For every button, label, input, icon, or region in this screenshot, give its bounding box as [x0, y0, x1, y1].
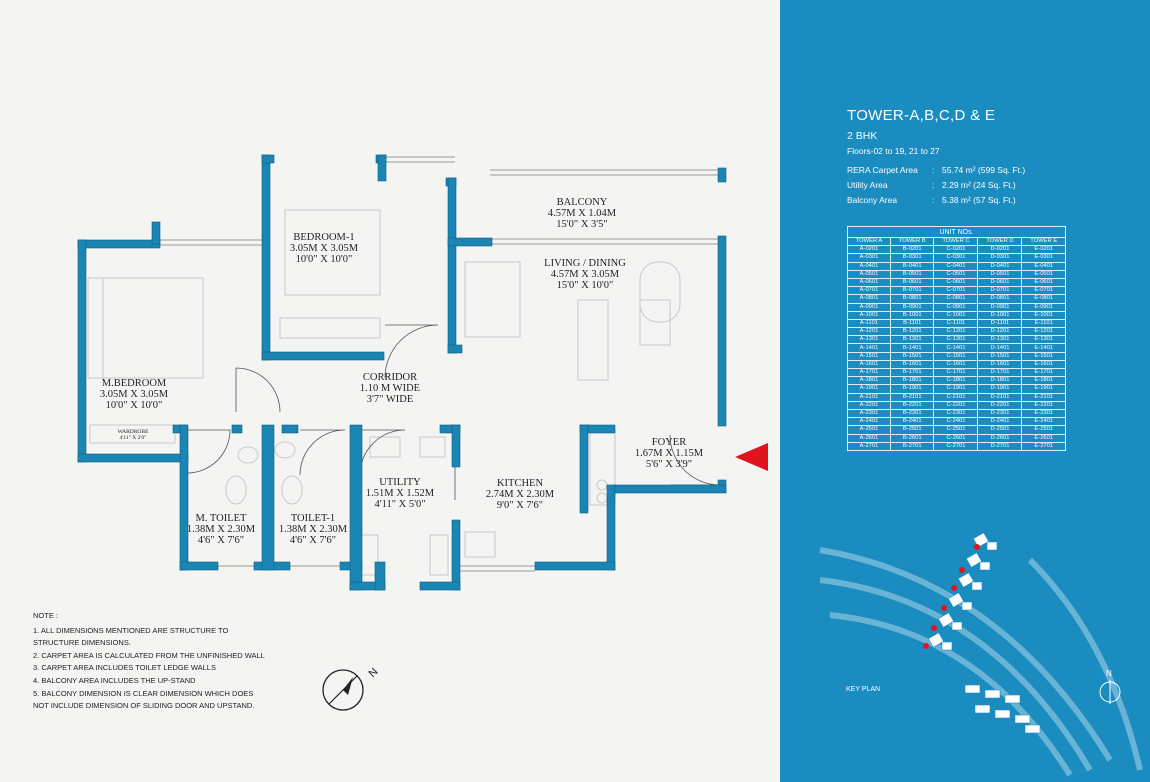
area-label: RERA Carpet Area — [847, 165, 918, 175]
unit-cell: A-2401 — [848, 418, 891, 426]
unit-cell: B-2101 — [891, 393, 934, 401]
key-plan-north-label: N — [1106, 669, 1112, 678]
bed-headboard — [88, 278, 103, 378]
unit-cell: D-2701 — [978, 442, 1022, 450]
foyer-dim-m: 1.67M X 1.15M — [634, 448, 704, 459]
bedroom1-name: BEDROOM-1 — [293, 232, 355, 243]
unit-cell: B-2701 — [891, 442, 934, 450]
unit-cell: B-0801 — [891, 295, 934, 303]
unit-cell: B-1901 — [891, 385, 934, 393]
unit-cell: C-2401 — [934, 418, 978, 426]
unit-cell: D-2201 — [978, 401, 1022, 409]
living-dim-m: 4.57M X 3.05M — [550, 269, 620, 280]
utility-sink — [370, 437, 400, 457]
corridor-dim-ft: 3'7" WIDE — [366, 394, 414, 405]
north-label: N — [366, 665, 381, 680]
unit-cell: E-0301 — [1022, 254, 1066, 262]
unit-cell: C-1501 — [934, 352, 978, 360]
units-header-row — [848, 238, 1066, 246]
area-row: Balcony Area : 5.38 m² (57 Sq. Ft.) — [847, 195, 1025, 210]
mtoilet-name: M. TOILET — [195, 513, 247, 524]
unit-cell: C-1201 — [934, 328, 978, 336]
unit-cell: A-2201 — [848, 401, 891, 409]
units-row — [848, 287, 1066, 295]
toilet1-name: TOILET-1 — [290, 513, 336, 524]
unit-cell: D-1101 — [978, 319, 1022, 327]
svg-text:10'0" X 10'0" — [106, 400, 163, 411]
key-plan-label: KEY PLAN — [846, 686, 881, 693]
unit-cell: D-2401 — [978, 418, 1022, 426]
unit-cell: C-2201 — [934, 401, 978, 409]
unit-numbers-table — [847, 226, 1066, 451]
unit-cell: C-0301 — [934, 254, 978, 262]
unit-cell: B-1201 — [891, 328, 934, 336]
units-row — [848, 336, 1066, 344]
unit-cell: E-1301 — [1022, 336, 1066, 344]
area-value: 55.74 m² (599 Sq. Ft.) — [942, 165, 1026, 175]
sink — [465, 532, 495, 557]
corridor-name: CORRIDOR — [362, 372, 418, 383]
note-line: 2. CARPET AREA IS CALCULATED FROM THE UNFINISHED WALL — [33, 650, 265, 660]
corridor-dim-m: 1.10 M WIDE — [359, 383, 421, 394]
unit-cell: E-2701 — [1022, 442, 1066, 450]
unit-cell: C-1801 — [934, 377, 978, 385]
bed — [88, 278, 203, 378]
unit-cell: D-1201 — [978, 328, 1022, 336]
unit-cell: D-2601 — [978, 434, 1022, 442]
unit-cell: C-0401 — [934, 262, 978, 270]
unit-cell: B-1301 — [891, 336, 934, 344]
foyer-name: FOYER — [651, 437, 687, 448]
unit-cell: E-1501 — [1022, 352, 1066, 360]
entry-arrow — [735, 443, 768, 471]
mtoilet-dim-ft: 4'6" X 7'6" — [197, 535, 245, 546]
unit-cell: D-1801 — [978, 377, 1022, 385]
unit-cell: B-2301 — [891, 409, 934, 417]
units-row — [848, 295, 1066, 303]
svg-text:M.BEDROOM — [102, 378, 167, 389]
unit-cell: E-2501 — [1022, 426, 1066, 434]
unit-type: 2 BHK — [847, 130, 878, 142]
units-header-cell: TOWER C — [934, 238, 978, 246]
unit-cell: E-0701 — [1022, 287, 1066, 295]
kitchen-dim-m: 2.74M X 2.30M — [485, 489, 555, 500]
unit-cell: B-1401 — [891, 344, 934, 352]
key-plan — [780, 520, 1150, 782]
svg-text:5'6" X 3'9" — [646, 459, 692, 470]
unit-cell: A-1101 — [848, 319, 891, 327]
unit-cell: C-0601 — [934, 278, 978, 286]
unit-cell: E-1101 — [1022, 319, 1066, 327]
utility-dim-ft: 4'11" X 5'0" — [374, 499, 426, 510]
units-row — [848, 303, 1066, 311]
note-line: 5. BALCONY DIMENSION IS CLEAR DIMENSION WHICH DOES — [33, 688, 254, 698]
unit-cell: C-2501 — [934, 426, 978, 434]
unit-cell: A-1201 — [848, 328, 891, 336]
unit-cell: A-2601 — [848, 434, 891, 442]
svg-text:1.67M X 1.15M — [635, 448, 704, 459]
floors-range: Floors-02 to 19, 21 to 27 — [847, 146, 940, 156]
svg-text:4'11" X 2'0" — [120, 435, 147, 441]
dining-table — [640, 262, 680, 322]
unit-cell: A-1301 — [848, 336, 891, 344]
unit-cell: D-1601 — [978, 360, 1022, 368]
info-panel — [780, 0, 1150, 782]
units-row — [848, 254, 1066, 262]
unit-cell: B-2601 — [891, 434, 934, 442]
svg-text:CORRIDOR — [363, 372, 417, 383]
svg-text:1.38M X 2.30M — [187, 524, 256, 535]
note-line: 3. CARPET AREA INCLUDES TOILET LEDGE WALLS — [33, 663, 216, 673]
unit-cell: B-1101 — [891, 319, 934, 327]
unit-cell: C-0901 — [934, 303, 978, 311]
wardrobe-b1 — [280, 318, 380, 338]
units-row — [848, 385, 1066, 393]
wardrobe-dim: 4'11" X 2'0" — [119, 435, 147, 441]
unit-cell: A-2701 — [848, 442, 891, 450]
units-row — [848, 360, 1066, 368]
unit-cell: A-1401 — [848, 344, 891, 352]
unit-cell: C-0501 — [934, 270, 978, 278]
living-dim-ft: 15'0" X 10'0" — [556, 280, 614, 291]
unit-cell: C-1601 — [934, 360, 978, 368]
unit-cell: A-2101 — [848, 393, 891, 401]
unit-cell: D-1501 — [978, 352, 1022, 360]
units-row — [848, 369, 1066, 377]
svg-text:BALCONY — [557, 197, 608, 208]
coffee-table — [640, 300, 670, 345]
utility-washer — [420, 437, 445, 457]
unit-cell: B-1601 — [891, 360, 934, 368]
unit-cell: C-1701 — [934, 369, 978, 377]
units-row — [848, 418, 1066, 426]
mtoilet-dim-m: 1.38M X 2.30M — [186, 524, 256, 535]
note-line: STRUCTURE DIMENSIONS. — [33, 638, 131, 648]
unit-cell: E-2101 — [1022, 393, 1066, 401]
unit-cell: C-1301 — [934, 336, 978, 344]
units-header-cell: TOWER E — [1022, 238, 1066, 246]
unit-cell: D-0201 — [978, 246, 1022, 254]
living-name: LIVING / DINING — [544, 258, 626, 269]
unit-cell: D-0901 — [978, 303, 1022, 311]
area-label: Utility Area — [847, 180, 888, 190]
unit-cell: D-0401 — [978, 262, 1022, 270]
unit-cell: A-0601 — [848, 278, 891, 286]
units-row — [848, 311, 1066, 319]
toilet1-basin — [275, 442, 295, 458]
foyer-dim-ft: 5'6" X 3'9" — [645, 459, 693, 470]
units-row — [848, 319, 1066, 327]
balcony-dim-ft: 15'0" X 3'5" — [556, 219, 608, 230]
svg-text:BEDROOM-1 — [293, 232, 354, 243]
notes-block — [33, 610, 333, 713]
unit-cell: D-1701 — [978, 369, 1022, 377]
bedroom1-dim-ft: 10'0" X 10'0" — [295, 254, 353, 265]
unit-cell: E-1201 — [1022, 328, 1066, 336]
unit-cell: A-2501 — [848, 426, 891, 434]
note-line: 4. BALCONY AREA INCLUDES THE UP-STAND — [33, 675, 196, 685]
area-value: 2.29 m² (24 Sq. Ft.) — [942, 180, 1016, 190]
units-row — [848, 344, 1066, 352]
unit-cell: A-1001 — [848, 311, 891, 319]
unit-cell: A-2301 — [848, 409, 891, 417]
unit-cell: B-0501 — [891, 270, 934, 278]
units-header-cell: TOWER B — [891, 238, 934, 246]
units-row — [848, 262, 1066, 270]
units-row — [848, 409, 1066, 417]
key-plan-buildings — [928, 533, 1040, 733]
unit-cell: B-1801 — [891, 377, 934, 385]
unit-cell: C-2101 — [934, 393, 978, 401]
unit-cell: B-0701 — [891, 287, 934, 295]
units-row — [848, 401, 1066, 409]
unit-cell: D-2501 — [978, 426, 1022, 434]
unit-cell: E-0801 — [1022, 295, 1066, 303]
unit-cell: B-2201 — [891, 401, 934, 409]
units-row — [848, 393, 1066, 401]
units-row — [848, 270, 1066, 278]
kitchen-name: KITCHEN — [496, 478, 544, 489]
unit-cell: A-1801 — [848, 377, 891, 385]
toilet1-wc — [282, 476, 302, 504]
unit-cell: D-1901 — [978, 385, 1022, 393]
unit-cell: A-1701 — [848, 369, 891, 377]
north-compass-icon — [320, 665, 390, 715]
unit-cell: A-0701 — [848, 287, 891, 295]
unit-cell: D-1001 — [978, 311, 1022, 319]
unit-cell: D-0601 — [978, 278, 1022, 286]
unit-cell: E-1601 — [1022, 360, 1066, 368]
svg-text:3.05M X 3.05M — [100, 389, 169, 400]
unit-cell: A-1901 — [848, 385, 891, 393]
unit-cell: E-1001 — [1022, 311, 1066, 319]
units-caption: UNIT NOs. — [848, 227, 1066, 238]
utility-name: UTILITY — [379, 477, 421, 488]
units-row — [848, 278, 1066, 286]
unit-cell: E-0601 — [1022, 278, 1066, 286]
units-header-cell: TOWER D — [978, 238, 1022, 246]
unit-cell: A-0201 — [848, 246, 891, 254]
unit-cell: D-0801 — [978, 295, 1022, 303]
toilet1-dim-m: 1.38M X 2.30M — [278, 524, 348, 535]
area-row: Utility Area : 2.29 m² (24 Sq. Ft.) — [847, 180, 1025, 195]
unit-cell: D-2101 — [978, 393, 1022, 401]
units-row — [848, 442, 1066, 450]
notes-title: NOTE : — [33, 611, 59, 620]
unit-cell: B-2401 — [891, 418, 934, 426]
unit-cell: E-1701 — [1022, 369, 1066, 377]
area-label: Balcony Area — [847, 195, 898, 205]
unit-cell: A-1601 — [848, 360, 891, 368]
unit-cell: A-1501 — [848, 352, 891, 360]
window-layer — [160, 157, 718, 571]
unit-cell: B-2501 — [891, 426, 934, 434]
unit-cell: E-2301 — [1022, 409, 1066, 417]
note-line: NOT INCLUDE DIMENSION OF SLIDING DOOR AND UPSTAND. — [33, 701, 255, 711]
dining-chairs — [465, 262, 520, 337]
svg-text:4'6" X 7'6" — [290, 535, 336, 546]
unit-cell: C-1401 — [934, 344, 978, 352]
svg-text:9'0" X 7'6" — [497, 500, 543, 511]
unit-cell: E-1901 — [1022, 385, 1066, 393]
svg-text:15'0" X 3'5" — [556, 219, 607, 230]
unit-cell: D-1401 — [978, 344, 1022, 352]
unit-cell: D-0501 — [978, 270, 1022, 278]
unit-cell: A-0401 — [848, 262, 891, 270]
unit-cell: E-1401 — [1022, 344, 1066, 352]
unit-cell: E-0501 — [1022, 270, 1066, 278]
note-line: 1. ALL DIMENSIONS MENTIONED ARE STRUCTURE TO — [33, 625, 229, 635]
svg-text:2.74M X 2.30M — [486, 489, 555, 500]
unit-cell: E-2201 — [1022, 401, 1066, 409]
area-list — [847, 165, 1025, 210]
tower-title: TOWER-A,B,C,D & E — [847, 107, 996, 124]
balcony-dim-m: 4.57M X 1.04M — [547, 208, 617, 219]
svg-text:1.10 M WIDE — [360, 383, 420, 394]
unit-cell: D-2301 — [978, 409, 1022, 417]
svg-text:M. TOILET — [196, 513, 248, 524]
unit-cell: A-0801 — [848, 295, 891, 303]
unit-cell: A-0501 — [848, 270, 891, 278]
unit-cell: B-1701 — [891, 369, 934, 377]
unit-cell: C-0801 — [934, 295, 978, 303]
units-row — [848, 246, 1066, 254]
wardrobe-label: WARDROBE — [117, 429, 149, 435]
area-value: 5.38 m² (57 Sq. Ft.) — [942, 195, 1016, 205]
unit-cell: E-0201 — [1022, 246, 1066, 254]
unit-cell: C-1001 — [934, 311, 978, 319]
svg-text:10'0" X 10'0" — [296, 254, 353, 265]
svg-text:LIVING / DINING — [544, 258, 626, 269]
units-row — [848, 328, 1066, 336]
svg-text:1.38M X 2.30M — [279, 524, 348, 535]
shaft-2 — [430, 535, 448, 575]
svg-text:4.57M X 3.05M — [551, 269, 620, 280]
area-row: RERA Carpet Area : 55.74 m² (599 Sq. Ft.) — [847, 165, 1025, 180]
svg-text:FOYER — [652, 437, 686, 448]
toilet1-dim-ft: 4'6" X 7'6" — [289, 535, 337, 546]
unit-cell: E-0901 — [1022, 303, 1066, 311]
units-row — [848, 434, 1066, 442]
svg-text:TOILET-1 — [291, 513, 335, 524]
unit-cell: E-0401 — [1022, 262, 1066, 270]
svg-text:4'6" X 7'6" — [198, 535, 244, 546]
unit-cell: A-0901 — [848, 303, 891, 311]
unit-cell: C-2701 — [934, 442, 978, 450]
mtoilet-wc — [226, 476, 246, 504]
stove-1 — [597, 480, 607, 490]
svg-text:3'7" WIDE — [367, 394, 414, 405]
unit-cell: B-0401 — [891, 262, 934, 270]
mbedroom-name: M.BEDROOM — [101, 378, 167, 389]
unit-cell: C-2301 — [934, 409, 978, 417]
unit-cell: C-0201 — [934, 246, 978, 254]
svg-text:3.05M X 3.05M — [290, 243, 359, 254]
svg-text:KITCHEN — [497, 478, 543, 489]
svg-text:4'11" X 5'0" — [374, 499, 425, 510]
mbedroom-dim-ft: 10'0" X 10'0" — [105, 400, 163, 411]
unit-cell: C-1101 — [934, 319, 978, 327]
unit-cell: B-0601 — [891, 278, 934, 286]
unit-cell: E-2601 — [1022, 434, 1066, 442]
unit-cell: A-0301 — [848, 254, 891, 262]
unit-cell: C-0701 — [934, 287, 978, 295]
sofa — [578, 300, 608, 380]
stove-2 — [597, 493, 607, 503]
units-header-cell: TOWER A — [848, 238, 891, 246]
mtoilet-basin — [238, 447, 258, 463]
units-row — [848, 426, 1066, 434]
units-row — [848, 377, 1066, 385]
unit-cell: C-2601 — [934, 434, 978, 442]
units-row — [848, 352, 1066, 360]
unit-cell: C-1901 — [934, 385, 978, 393]
unit-cell: B-0901 — [891, 303, 934, 311]
unit-cell: D-0701 — [978, 287, 1022, 295]
unit-cell: E-2401 — [1022, 418, 1066, 426]
unit-cell: B-0201 — [891, 246, 934, 254]
unit-cell: D-1301 — [978, 336, 1022, 344]
utility-dim-m: 1.51M X 1.52M — [365, 488, 435, 499]
mbedroom-dim-m: 3.05M X 3.05M — [99, 389, 169, 400]
bedroom1-dim-m: 3.05M X 3.05M — [289, 243, 359, 254]
unit-cell: B-0301 — [891, 254, 934, 262]
svg-text:1.51M X 1.52M — [366, 488, 435, 499]
unit-cell: B-1001 — [891, 311, 934, 319]
svg-text:15'0" X 10'0" — [557, 280, 614, 291]
svg-text:UTILITY — [379, 477, 421, 488]
unit-cell: E-1801 — [1022, 377, 1066, 385]
kitchen-dim-ft: 9'0" X 7'6" — [496, 500, 544, 511]
unit-cell: D-0301 — [978, 254, 1022, 262]
unit-cell: B-1501 — [891, 352, 934, 360]
balcony-name: BALCONY — [556, 197, 608, 208]
svg-text:4.57M X 1.04M — [548, 208, 617, 219]
